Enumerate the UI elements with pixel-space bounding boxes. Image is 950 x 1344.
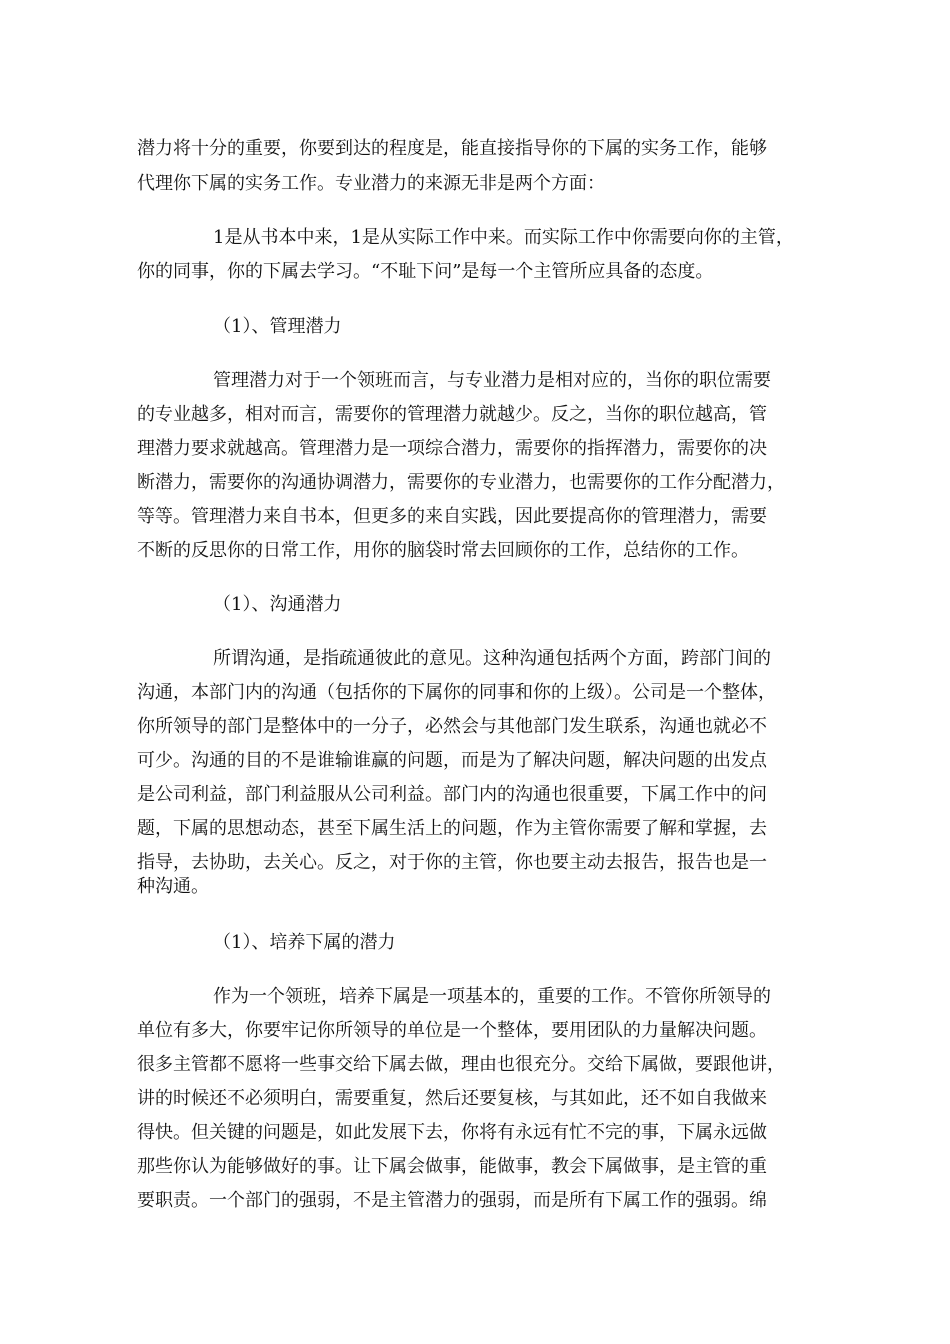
text-line: 要职责。一个部门的强弱，不是主管潜力的强弱，而是所有下属工作的强弱。绵 bbox=[137, 1190, 767, 1211]
section-heading: （1）、管理潜力 bbox=[213, 316, 342, 337]
text-line: 1是从书本中来，1是从实际工作中来。而实际工作中你需要向你的主管， bbox=[213, 227, 794, 248]
text-line: 种沟通。 bbox=[137, 876, 209, 897]
section-heading: （1）、沟通潜力 bbox=[213, 594, 342, 615]
text-line: 沟通，本部门内的沟通（包括你的下属你的同事和你的上级）。公司是一个整体， bbox=[137, 682, 776, 703]
text-line: 所谓沟通，是指疏通彼此的意见。这种沟通包括两个方面，跨部门间的 bbox=[213, 648, 771, 669]
text-line: 单位有多大，你要牢记你所领导的单位是一个整体，要用团队的力量解决问题。 bbox=[137, 1020, 767, 1041]
text-line: 代理你下属的实务工作。专业潜力的来源无非是两个方面： bbox=[137, 173, 605, 194]
text-line: 指导，去协助，去关心。反之，对于你的主管，你也要主动去报告，报告也是一 bbox=[137, 852, 767, 873]
text-line: 你所领导的部门是整体中的一分子，必然会与其他部门发生联系，沟通也就必不 bbox=[137, 716, 767, 737]
text-line: 那些你认为能够做好的事。让下属会做事，能做事，教会下属做事，是主管的重 bbox=[137, 1156, 767, 1177]
text-line: 不断的反思你的日常工作，用你的脑袋时常去回顾你的工作，总结你的工作。 bbox=[137, 540, 749, 561]
text-line: 可少。沟通的目的不是谁输谁赢的问题，而是为了解决问题，解决问题的出发点 bbox=[137, 750, 767, 771]
text-line: 题，下属的思想动态，甚至下属生活上的问题，作为主管你需要了解和掌握，去 bbox=[137, 818, 767, 839]
section-heading: （1）、培养下属的潜力 bbox=[213, 932, 396, 953]
text-line: 理潜力要求就越高。管理潜力是一项综合潜力，需要你的指挥潜力，需要你的决 bbox=[137, 438, 767, 459]
text-line: 断潜力，需要你的沟通协调潜力，需要你的专业潜力，也需要你的工作分配潜力， bbox=[137, 472, 785, 493]
text-line: 你的同事，你的下属去学习。“不耻下问”是每一个主管所应具备的态度。 bbox=[137, 261, 714, 282]
text-line: 讲的时候还不必须明白，需要重复，然后还要复核，与其如此，还不如自我做来 bbox=[137, 1088, 767, 1109]
text-line: 潜力将十分的重要，你要到达的程度是，能直接指导你的下属的实务工作，能够 bbox=[137, 138, 767, 159]
text-line: 等等。管理潜力来自书本，但更多的来自实践，因此要提高你的管理潜力，需要 bbox=[137, 506, 767, 527]
text-line: 得快。但关键的问题是，如此发展下去，你将有永远有忙不完的事，下属永远做 bbox=[137, 1122, 767, 1143]
text-line: 管理潜力对于一个领班而言，与专业潜力是相对应的，当你的职位需要 bbox=[213, 370, 771, 391]
text-line: 很多主管都不愿将一些事交给下属去做，理由也很充分。交给下属做，要跟他讲， bbox=[137, 1054, 785, 1075]
text-line: 作为一个领班，培养下属是一项基本的，重要的工作。不管你所领导的 bbox=[213, 986, 771, 1007]
text-line: 的专业越多，相对而言，需要你的管理潜力就越少。反之，当你的职位越高，管 bbox=[137, 404, 767, 425]
text-line: 是公司利益，部门利益服从公司利益。部门内的沟通也很重要，下属工作中的问 bbox=[137, 784, 767, 805]
